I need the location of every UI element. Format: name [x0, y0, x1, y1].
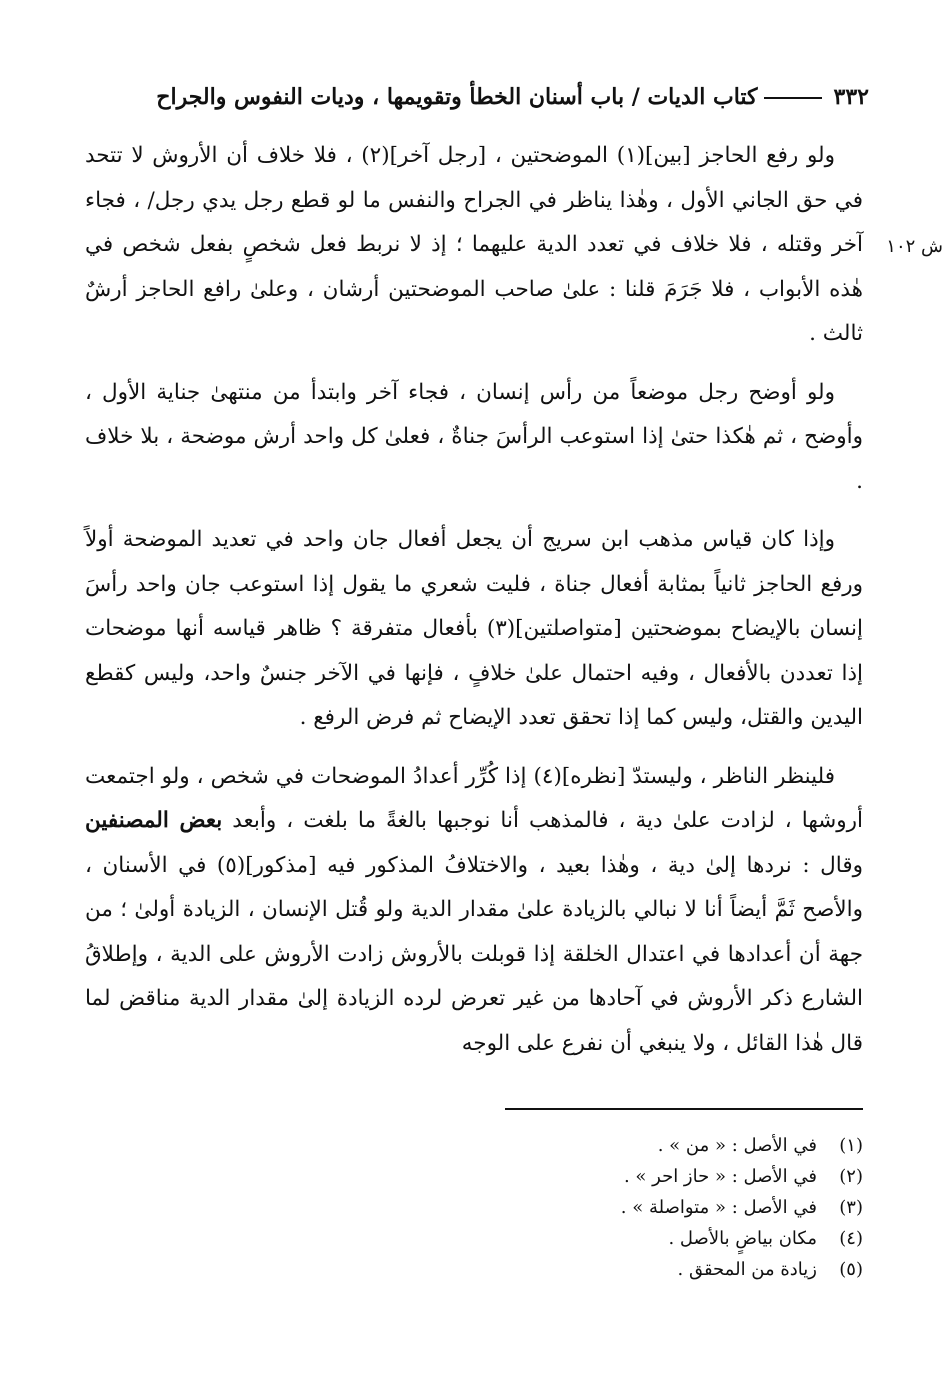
footnote-text: في الأصل : « من » . [657, 1135, 817, 1156]
paragraph-text: وإذا كان قياس مذهب ابن سريج أن يجعل أفعال جان واحد في تعديد الموضحة أولاً ورفع الحاجز ثانياً بمثابة أفعال جناة ، فليت شعري ما يقول إذا استوعب جان واحد رأسَ إنسان بالإيضاح بموضحتين [متواصلتين](٣) بأفعال متفرقة ؟ ظاهر قياسه أنها موضحات إذا تعددن بالأفعال ، وفيه احتمال علىٰ خلافٍ ، فإنها في الآخر جنسٌ واحد، وليس كقطع اليدين والقتل، وليس كما إذا تحقق تعدد الإيضاح ثم فرض الرفع . [85, 527, 863, 730]
paragraph [85, 518, 863, 741]
footnote-number: (١) [839, 1135, 863, 1156]
footnote-number: (٣) [839, 1197, 863, 1218]
footnote-text: مكان بياضٍ بالأصل . [668, 1228, 817, 1249]
header-title: كتاب الديات / باب أسنان الخطأ وتقويمها ، وديات النفوس والجراح [156, 84, 758, 110]
footnote-text: في الأصل : « حاز احر » . [623, 1166, 817, 1187]
paragraph-text: ولو رفع الحاجز [بين](١) الموضحتين ، [رجل آخر](٢) ، فلا خلاف أن الأروش لا تتحد في حق الجاني الأول ، وهٰذا يناظر في الجراح والنفس ما لو قطع رجل يدي رجل/ ، فجاء آخر وقتله ، فلا خلاف في تعدد الدية عليهما ؛ إذ لا نربط فعل شخصٍ بفعل شخص في هٰذه الأبواب ، فلا جَرَمَ قلنا : علىٰ صاحب الموضحتين أرشان ، وعلىٰ رافع الحاجز أرشٌ ثالث . [85, 143, 863, 346]
manuscript-folio-note: ش ١٠٢ [886, 236, 943, 257]
paragraph [85, 134, 863, 357]
footnote-item [163, 1161, 863, 1192]
footnotes-list [163, 1130, 863, 1285]
footnote-item [163, 1223, 863, 1254]
footnote-number: (٤) [839, 1228, 863, 1249]
paragraph [85, 371, 863, 505]
footnote-text: في الأصل : « متواصلة » . [620, 1197, 817, 1218]
footnote-text: زيادة من المحقق . [677, 1259, 817, 1280]
header-rule [764, 97, 822, 99]
paragraph-text: فلينظر الناظر ، وليستدّ [نظره](٤) إذا كُرِّر أعدادُ الموضحات في شخص ، ولو اجتمعت أروشها ، لزادت علىٰ دية ، فالمذهب أنا نوجبها بالغةً ما بلغت ، وأبعد [85, 763, 864, 833]
footnote-number: (٢) [839, 1166, 863, 1187]
bold-phrase: بعض المصنفين [85, 808, 223, 833]
footnote-number: (٥) [839, 1259, 863, 1280]
running-header [89, 82, 869, 112]
paragraph [85, 755, 863, 1067]
footnote-separator [505, 1108, 863, 1110]
paragraph-text: ولو أوضح رجل موضعاً من رأس إنسان ، فجاء آخر وابتدأ من منتهىٰ جناية الأول ، وأوضح ، ثم هٰكذا حتىٰ إذا استوعب الرأسَ جناةٌ ، فعلىٰ كل واحد أرش موضحة ، بلا خلاف . [85, 379, 863, 494]
paragraph-text: وقال : نردها إلىٰ دية ، وهٰذا بعيد ، والاختلافُ المذكور فيه [مذكور](٥) في الأسنان ، والأصح ثَمَّ أيضاً أنا لا نبالي بالزيادة علىٰ مقدار الدية ولو قُتل الإنسان ، الزيادة أولىٰ ؛ من جهة أن أعدادها في اعتدال الخلقة إذا قوبلت بالأروش زادت الأروش على الدية ، وإطلاقُ الشارع ذكر الأروش في آحادها من غير تعرض لرده الزيادة إلىٰ مقدار الدية مناقض لما قال هٰذا القائل ، ولا ينبغي أن نفرع على الوجه [85, 852, 863, 1056]
footnote-item [163, 1254, 863, 1285]
main-text [85, 134, 863, 1080]
page-number: ٣٣٢ [833, 84, 869, 110]
footnote-item [163, 1130, 863, 1161]
footnote-item [163, 1192, 863, 1223]
